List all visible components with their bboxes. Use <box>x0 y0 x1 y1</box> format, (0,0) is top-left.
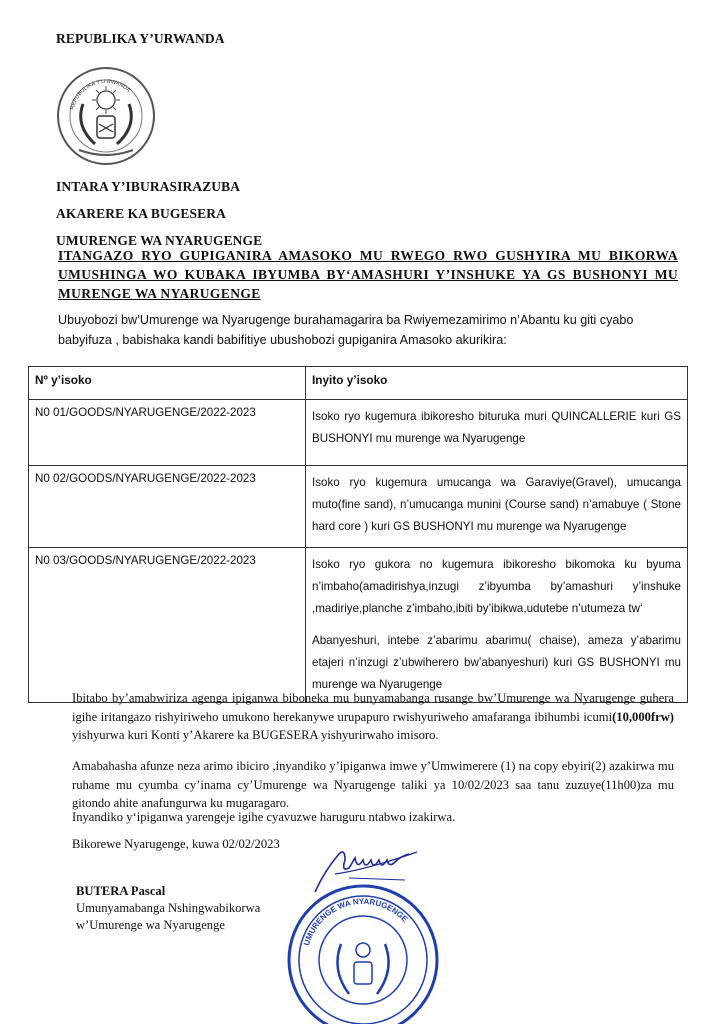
header-tender-number: Nº y’isoko <box>29 367 306 400</box>
table-row <box>29 466 688 548</box>
tender-number: N0 03/GOODS/NYARUGENGE/2022-2023 <box>29 548 306 703</box>
tender-description-text: Isoko ryo kugemura umucanga wa Garaviye(Gravel), umucanga muto(fine sand), n’umucanga munini (Course sand) n’amabuye ( Stone hard core ) kuri GS BUSHONYI mu murenge wa Nyarugenge <box>312 476 681 533</box>
sector-title: UMURENGE WA NYARUGENGE <box>56 233 263 248</box>
table-row <box>29 548 688 703</box>
tender-description-text: Isoko ryo gukora no kugemura ibikoresho bikomoka ku byuma n’imbaho(amadirishya,inzugi z’ibyumba by’amashuri y’inshuke ,madiriye,planche z’imbaho,ibiti by’ibikwa,udutebe n’utumeza tw‘ <box>312 558 681 615</box>
tender-description <box>306 548 688 703</box>
signatory-role: Umunyamabanga Nshingwabikorwa <box>76 901 261 915</box>
stamp-text: UMURENGE WA NYARUGENGE <box>301 896 410 947</box>
official-stamp <box>283 878 443 1024</box>
late-submission-note: Inyandiko y‘ipiganwa yarengeje igihe cyavuzwe haruguru ntabwo izakirwa. <box>72 810 456 824</box>
tender-number: N0 02/GOODS/NYARUGENGE/2022-2023 <box>29 466 306 548</box>
tender-number: N0 01/GOODS/NYARUGENGE/2022-2023 <box>29 400 306 466</box>
place-date: Bikorewe Nyarugenge, kuwa 02/02/2023 <box>72 837 280 851</box>
documents-text: Ibitabo by’amabwiriza agenga ipiganwa biboneka mu bunyamabanga rusange bw’Umurenge wa Nyarugenge guhera igihe iritangazo rishyiriweho umukono herekanywe urupapuro rwishyuriweho amafaranga ibihumbi icumi <box>72 691 674 724</box>
svg-text:REPUBULIKA Y'U RWANDA <box>70 79 132 110</box>
tender-description <box>306 466 688 548</box>
submission-paragraph: Amabahasha afunze neza arimo ibiciro ,inyandiko y’ipiganwa imwe y’Umwimerere (1) na copy ebyiri(2) azakirwa mu ruhame mu cyumba cy’inama cy’Umurenge wa Nyarugenge taliki ya 10/02/2023 saa tanu zuzuye(11h00)za mu gitondo ahite anafungurwa ku mugaragaro. <box>72 759 674 810</box>
signatory-office: w’Umurenge wa Nyarugenge <box>76 918 225 932</box>
notice-title: ITANGAZO RYO GUPIGANIRA AMASOKO MU RWEGO RWO GUSHYIRA MU BIKORWA UMUSHINGA WO KUBAKA IBYUMBA BY‘AMASHURI Y’INSHUKE YA GS BUSHONYI MU MURENGE WA NYARUGENGE <box>58 248 678 301</box>
tender-description-text: Abanyeshuri, intebe z’abarimu abarimu( chaise), ameza y’abarimu etajeri n’inzugi z’ubwiherero bw’abanyeshuri) kuri GS BUSHONYI mu murenge wa Nyarugenge <box>312 634 681 691</box>
header-tender-description: Inyito y’isoko <box>306 367 688 400</box>
tender-description <box>306 400 688 466</box>
intro-paragraph: Ubuyobozi bw’Umurenge wa Nyarugenge burahamagarira ba Rwiyemezamirimo n’Abantu ku giti cyabo babyifuza , babishaka kandi babifitiye ubushobozi gupiganira Amasoko akurikira: <box>58 313 634 347</box>
table-header-row <box>29 367 688 400</box>
emblem-text: REPUBULIKA Y'U RWANDA <box>69 78 132 111</box>
fee-amount: (10,000frw) <box>612 709 674 724</box>
republic-title: REPUBLIKA Y’URWANDA <box>56 31 225 46</box>
documents-text-end: yishyurwa kuri Konti y’Akarere ka BUGESERA yishyurirwaho imisoro. <box>72 728 439 742</box>
table-row <box>29 400 688 466</box>
tender-table <box>28 366 688 703</box>
documents-paragraph <box>72 689 674 745</box>
tender-description-text: Isoko ryo kugemura ibikoresho bituruka muri QUINCALLERIE kuri GS BUSHONYI mu murenge wa Nyarugenge <box>312 410 681 445</box>
district-title: AKARERE KA BUGESERA <box>56 206 226 221</box>
province-title: INTARA Y’IBURASIRAZUBA <box>56 179 241 194</box>
rwanda-emblem <box>53 64 159 168</box>
signatory-name: BUTERA Pascal <box>76 884 166 898</box>
